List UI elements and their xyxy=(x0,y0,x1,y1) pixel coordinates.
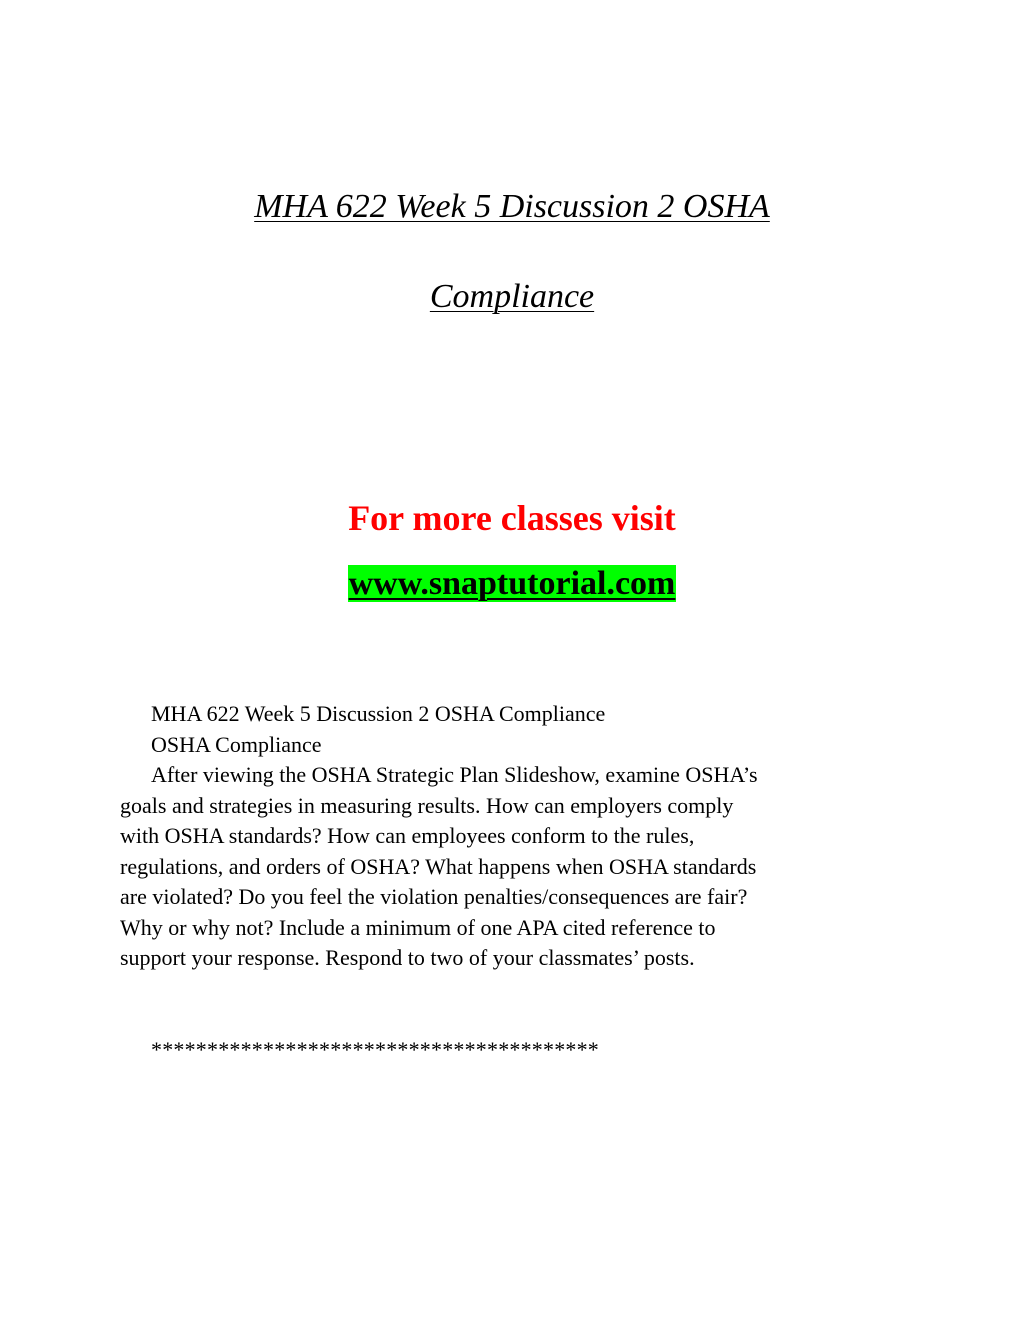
body-paragraph-line: regulations, and orders of OSHA? What happens when OSHA standards xyxy=(120,853,757,879)
asterisk-separator: **************************************** xyxy=(151,1037,599,1062)
body-paragraph-line: support your response. Respond to two of your classmates’ posts. xyxy=(120,945,695,970)
body-topic: OSHA Compliance xyxy=(151,731,322,757)
body-paragraph-line: Why or why not? Include a minimum of one APA cited reference to xyxy=(120,914,716,940)
document-title-line-2-text: Compliance xyxy=(429,278,595,315)
document-title-line-1 xyxy=(0,187,1024,227)
discussion-body xyxy=(120,699,910,974)
promo-link-container xyxy=(0,563,1024,605)
body-paragraph-line: are violated? Do you feel the violation penalties/consequences are fair? xyxy=(120,884,748,909)
body-course-title: MHA 622 Week 5 Discussion 2 OSHA Compliance xyxy=(151,701,606,726)
body-paragraph-line: After viewing the OSHA Strategic Plan Slideshow, examine OSHA’s xyxy=(151,762,758,787)
promo-heading: For more classes visit xyxy=(348,498,676,538)
body-paragraph-line: with OSHA standards? How can employees conform to the rules, xyxy=(120,823,695,848)
document-title-line-1-text: MHA 622 Week 5 Discussion 2 OSHA xyxy=(254,188,770,225)
document-title-line-2 xyxy=(0,277,1024,317)
website-link[interactable]: www.snaptutorial.com xyxy=(348,565,676,602)
body-paragraph-line: goals and strategies in measuring results. How can employers comply xyxy=(120,792,734,818)
